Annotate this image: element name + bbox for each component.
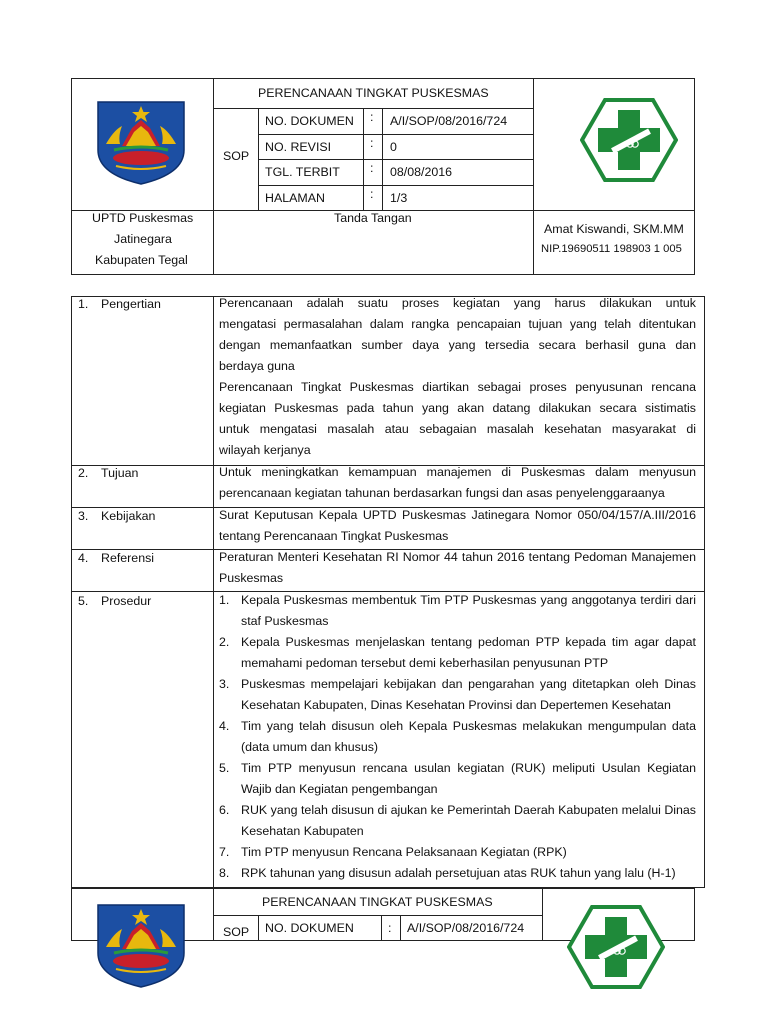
section-num: 4. (78, 551, 89, 565)
section-num: 2. (78, 466, 89, 480)
puskesmas-logo-icon (580, 98, 678, 182)
kabupaten-emblem-icon (96, 100, 186, 186)
field-colon: : (370, 136, 374, 150)
list-item: 8. RPK tahunan yang disusun adalah persetujuan atas RUK tahun yang lalu (H-1) (219, 866, 676, 880)
signer-name: Amat Kiswandi, SKM.MM (544, 222, 684, 236)
list-item: 1. Kepala Puskesmas membentuk Tim PTP Puskesmas yang anggotanya terdiri dari staf Puskesmas (219, 593, 696, 628)
section-label-pengertian: Pengertian (101, 297, 161, 311)
field-label-no-dokumen: NO. DOKUMEN (265, 114, 354, 128)
list-item: 7. Tim PTP menyusun Rencana Pelaksanaan Kegiatan (RPK) (219, 845, 567, 859)
pengertian-text: Perencanaan adalah suatu proses kegiatan yang harus dilakukan untuk mengatasi permasalahan dalam rangka pencapaian tujuan yang telah ditentukan dengan memanfaatkan sumber daya yang tersedia secara berhasil guna dan berdaya guna Perencanaan Tingkat Puskesmas diartikan sebagai proses penyusunan rencana kegiatan Puskesmas pada tahun yang akan datang dilakukan secara sistimatis untuk mengatasi masalah atau sebagaian masalah kesehatan masyarakat di wilayah kerjanya (219, 296, 696, 457)
org-line-3: Kabupaten Tegal (95, 253, 188, 267)
section-label-kebijakan: Kebijakan (101, 509, 156, 523)
field-colon: : (388, 921, 392, 935)
list-item: 6. RUK yang telah disusun di ajukan ke Pemerintah Daerah Kabupaten melalui Dinas Kesehatan Kabupaten (219, 803, 696, 838)
field-label-no-revisi: NO. REVISI (265, 140, 332, 154)
kabupaten-emblem-icon (96, 903, 186, 989)
section-num: 1. (78, 297, 89, 311)
field-value-halaman: 1/3 (390, 191, 408, 205)
field-value-tgl-terbit: 08/08/2016 (390, 165, 453, 179)
puskesmas-logo-icon (567, 905, 665, 989)
field-label-tgl-terbit: TGL. TERBIT (265, 165, 340, 179)
org-line-1: UPTD Puskesmas (92, 211, 194, 225)
kebijakan-text: Surat Keputusan Kepala UPTD Puskesmas Jatinegara Nomor 050/04/157/A.III/2016 tentang Perencanaan Tingkat Puskesmas (219, 508, 696, 543)
field-value-no-revisi: 0 (390, 140, 397, 154)
field-label-no-dokumen: NO. DOKUMEN (265, 921, 354, 935)
field-value-no-dokumen: A/I/SOP/08/2016/724 (390, 114, 508, 128)
document-title: PERENCANAAN TINGKAT PUSKESMAS (262, 895, 493, 909)
field-colon: : (370, 110, 374, 124)
section-num: 5. (78, 594, 89, 608)
org-line-2: Jatinegara (114, 232, 172, 246)
sop-label: SOP (223, 149, 250, 163)
field-colon: : (370, 161, 374, 175)
list-item: 2. Kepala Puskesmas menjelaskan tentang pedoman PTP kepada tim agar dapat memahami pedoman tersebut demi keberhasilan penyusunan PTP (219, 635, 696, 670)
referensi-text: Peraturan Menteri Kesehatan RI Nomor 44 tahun 2016 tentang Pedoman Manajemen Puskesmas (219, 550, 696, 585)
list-item: 5. Tim PTP menyusun rencana usulan kegiatan (RUK) meliputi Usulan Kegiatan Wajib dan Kegiatan pengembangan (219, 761, 696, 796)
list-item: 4. Tim yang telah disusun oleh Kepala Puskesmas melakukan mengumpulan data (data umum dan khusus) (219, 719, 696, 754)
section-label-prosedur: Prosedur (101, 594, 152, 608)
signature-label: Tanda Tangan (334, 211, 412, 225)
document-title: PERENCANAAN TINGKAT PUSKESMAS (258, 86, 489, 100)
field-value-no-dokumen: A/I/SOP/08/2016/724 (407, 921, 525, 935)
sop-label: SOP (223, 925, 250, 939)
section-label-referensi: Referensi (101, 551, 155, 565)
section-label-tujuan: Tujuan (101, 466, 139, 480)
list-item: 3. Puskesmas mempelajari kebijakan dan pengarahan yang ditetapkan oleh Dinas Kesehatan Kabupaten, Dinas Kesehatan Provinsi dan Depertemen Kesehatan (219, 677, 696, 712)
signer-nip: NIP.19690511 198903 1 005 (541, 243, 682, 255)
field-label-halaman: HALAMAN (265, 191, 325, 205)
field-colon: : (370, 187, 374, 201)
tujuan-text: Untuk meningkatkan kemampuan manajemen di Puskesmas dalam menyusun perencanaan kegiatan tahunan berdasarkan fungsi dan asas penyelenggaraanya (219, 465, 696, 500)
prosedur-list (219, 590, 696, 884)
section-num: 3. (78, 509, 89, 523)
